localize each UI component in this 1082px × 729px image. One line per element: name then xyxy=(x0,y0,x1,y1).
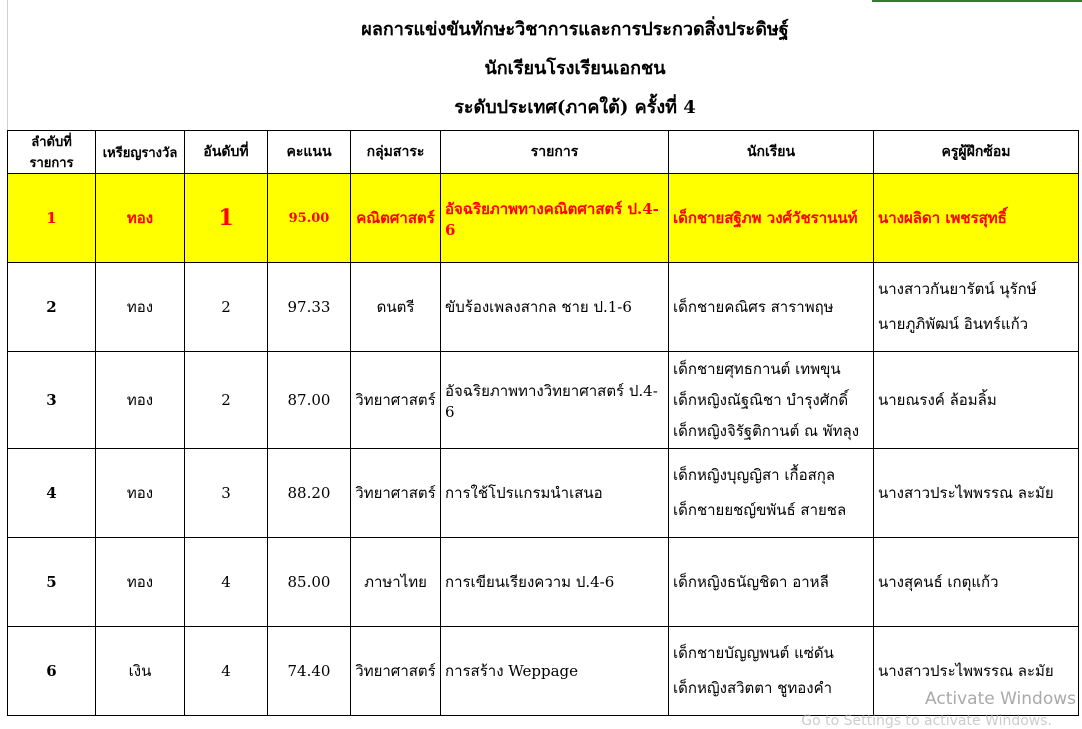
row-number: 4 xyxy=(8,449,96,538)
student-name: เด็กหญิงจิรัฐติกานต์ ณ พัทลุง xyxy=(673,421,860,440)
rank-cell: 2 xyxy=(185,352,268,449)
students-cell xyxy=(669,174,874,263)
student-name: เด็กชายสฐิภพ วงศ์วัชรานนท์ xyxy=(673,208,858,227)
header-cell: นักเรียน xyxy=(669,131,874,174)
score-cell: 85.00 xyxy=(268,538,351,627)
rank-cell: 4 xyxy=(185,627,268,716)
score-cell: 74.40 xyxy=(268,627,351,716)
table-row xyxy=(8,174,1079,263)
students-cell xyxy=(669,538,874,627)
item-cell: การใช้โปรแกรมนำเสนอ xyxy=(441,449,669,538)
students-cell xyxy=(669,449,874,538)
medal-cell: เงิน xyxy=(96,627,185,716)
teacher-name: นางสาวประไพพรรณ ละมัย xyxy=(878,483,1054,502)
student-name: เด็กชายยชญ์ขพันธ์ สายชล xyxy=(673,501,847,519)
title-line-1: ผลการแข่งขันทักษะวิชาการและการประกวดสิ่งประดิษฐ์ xyxy=(361,19,789,40)
student-name: เด็กหญิงบุญญิสา เกื้อสกุล xyxy=(673,466,836,484)
student-name: เด็กชายคณิศร สาราพฤษ xyxy=(673,297,834,316)
subject-cell: วิทยาศาสตร์ xyxy=(351,352,441,449)
student-name: เด็กหญิงสวิตตา ชูทองคำ xyxy=(673,679,833,697)
row-number: 2 xyxy=(8,263,96,352)
medal-cell: ทอง xyxy=(96,263,185,352)
header-cell: อันดับที่ xyxy=(185,131,268,174)
table-row xyxy=(8,352,1079,449)
row-number: 1 xyxy=(8,174,96,263)
score-cell: 87.00 xyxy=(268,352,351,449)
subject-cell: ดนตรี xyxy=(351,263,441,352)
row-number: 5 xyxy=(8,538,96,627)
teacher-name: นางผลิดา เพชรสุทธิ์ xyxy=(878,208,1007,227)
teachers-cell xyxy=(874,538,1079,627)
table-row xyxy=(8,627,1079,716)
medal-cell: ทอง xyxy=(96,449,185,538)
medal-cell: ทอง xyxy=(96,174,185,263)
students-cell xyxy=(669,352,874,449)
student-name: เด็กชายศุทธกานต์ เทพขุน xyxy=(673,359,841,378)
item-cell: การสร้าง Weppage xyxy=(441,627,669,716)
header-cell: คะแนน xyxy=(268,131,351,174)
student-name: เด็กหญิงณัฐณิชา บำรุงศักดิ์ xyxy=(673,390,849,409)
table-row xyxy=(8,538,1079,627)
header-cell: ลำดับที่รายการ xyxy=(8,131,96,174)
students-cell xyxy=(669,627,874,716)
teacher-name: นางสุคนธ์ เกตุแก้ว xyxy=(878,572,999,591)
row-number: 6 xyxy=(8,627,96,716)
item-cell: อัจฉริยภาพทางวิทยาศาสตร์ ป.4-6 xyxy=(441,352,669,449)
activate-windows-watermark: Activate Windows xyxy=(925,689,1076,709)
teachers-cell xyxy=(874,352,1079,449)
activate-windows-subtext: Go to Settings to activate Windows. xyxy=(801,713,1052,729)
header-cell: ครูผู้ฝึกซ้อม xyxy=(874,131,1079,174)
rank-cell: 3 xyxy=(185,449,268,538)
teachers-cell xyxy=(874,449,1079,538)
student-name: เด็กหญิงธนัญชิดา อาหลี xyxy=(673,572,829,591)
subject-cell: วิทยาศาสตร์ xyxy=(351,449,441,538)
rank-cell: 1 xyxy=(185,174,268,263)
item-cell: อัจฉริยภาพทางคณิตศาสตร์ ป.4-6 xyxy=(441,174,669,263)
subject-cell: คณิตศาสตร์ xyxy=(351,174,441,263)
table-row xyxy=(8,263,1079,352)
item-cell: ขับร้องเพลงสากล ชาย ป.1-6 xyxy=(441,263,669,352)
document-header xyxy=(0,0,1082,130)
title-line-3: ระดับประเทศ(ภาคใต้) ครั้งที่ 4 xyxy=(454,97,696,118)
table-header-row xyxy=(8,131,1079,174)
score-cell: 88.20 xyxy=(268,449,351,538)
title-line-2: นักเรียนโรงเรียนเอกชน xyxy=(484,58,666,79)
medal-cell: ทอง xyxy=(96,538,185,627)
header-cell: กลุ่มสาระ xyxy=(351,131,441,174)
teacher-name: นายภูภิพัฒน์ อินทร์แก้ว xyxy=(878,315,1029,333)
item-cell: การเขียนเรียงความ ป.4-6 xyxy=(441,538,669,627)
teacher-name: นางสาวประไพพรรณ ละมัย xyxy=(878,661,1054,680)
teachers-cell xyxy=(874,174,1079,263)
subject-cell: ภาษาไทย xyxy=(351,538,441,627)
header-cell: รายการ xyxy=(441,131,669,174)
teachers-cell xyxy=(874,263,1079,352)
score-cell: 97.33 xyxy=(268,263,351,352)
row-number: 3 xyxy=(8,352,96,449)
medal-cell: ทอง xyxy=(96,352,185,449)
rank-cell: 4 xyxy=(185,538,268,627)
student-name: เด็กชายบัญญพนต์ แซ่ดัน xyxy=(673,644,834,662)
results-table xyxy=(7,130,1079,716)
students-cell xyxy=(669,263,874,352)
teacher-name: นายณรงค์ ล้อมลิ้ม xyxy=(878,390,997,409)
table-row xyxy=(8,449,1079,538)
score-cell: 95.00 xyxy=(268,174,351,263)
subject-cell: วิทยาศาสตร์ xyxy=(351,627,441,716)
header-cell: เหรียญรางวัล xyxy=(96,131,185,174)
rank-cell: 2 xyxy=(185,263,268,352)
teacher-name: นางสาวกันยารัตน์ นุรักษ์ xyxy=(878,280,1037,298)
